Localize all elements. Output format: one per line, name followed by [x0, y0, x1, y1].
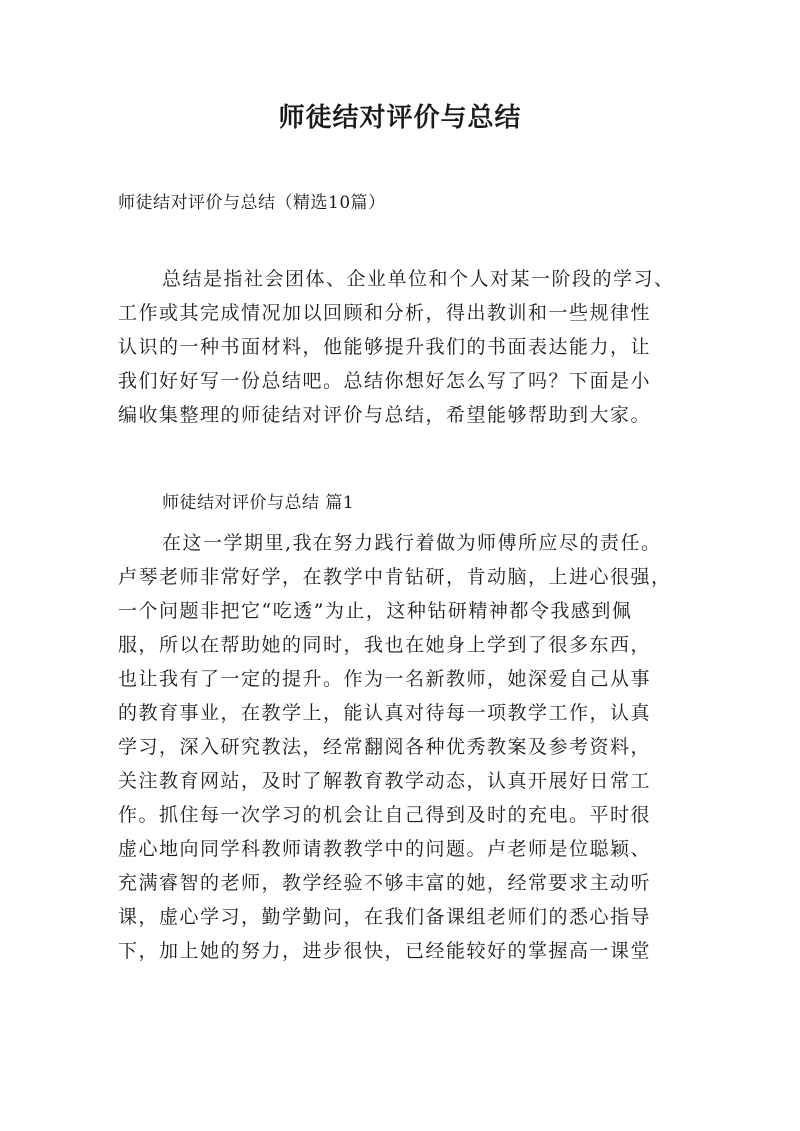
body-line: 作。抓住每一次学习的机会让自己得到及时的充电。平时很 — [118, 804, 652, 826]
intro-paragraph — [118, 262, 696, 432]
body-line: 一个问题非把它“吃透”为止，这种钻研精神都令我感到佩 — [118, 600, 633, 622]
body-line: 关注教育网站，及时了解教育教学动态，认真开展好日常工 — [118, 770, 652, 792]
intro-line: 我们好好写一份总结吧。总结你想好怎么写了吗？下面是小 — [118, 370, 652, 392]
body-line: 卢琴老师非常好学，在教学中肯钻研，肯动脑，上进心很强， — [118, 566, 672, 588]
body-line: 也让我有了一定的提升。作为一名新教师，她深爱自己从事 — [118, 668, 652, 690]
document-title: 师徒结对评价与总结 — [278, 103, 522, 133]
body-line: 在这一学期里,我在努力践行着做为师傅所应尽的责任。 — [162, 532, 662, 554]
intro-line: 总结是指社会团体、企业单位和个人对某一阶段的学习、 — [162, 268, 675, 290]
body-line: 虚心地向同学科教师请教教学中的问题。卢老师是位聪颖、 — [118, 838, 652, 860]
body-line: 服，所以在帮助她的同时，我也在她身上学到了很多东西， — [118, 634, 652, 656]
body-line: 下，加上她的努力，进步很快，已经能较好的掌握高一课堂 — [118, 940, 652, 962]
intro-line: 认识的一种书面材料，他能够提升我们的书面表达能力，让 — [118, 336, 652, 358]
intro-line: 工作或其完成情况加以回顾和分析，得出教训和一些规律性 — [118, 302, 652, 324]
section-heading: 师徒结对评价与总结 篇1 — [162, 493, 355, 513]
body-paragraph — [118, 526, 696, 968]
body-line: 的教育事业，在教学上，能认真对待每一项教学工作，认真 — [118, 702, 652, 724]
body-line: 充满睿智的老师，教学经验不够丰富的她，经常要求主动听 — [118, 872, 652, 894]
body-line: 学习，深入研究教法，经常翻阅各种优秀教案及参考资料， — [118, 736, 652, 758]
intro-line: 编收集整理的师徒结对评价与总结，希望能够帮助到大家。 — [118, 404, 652, 426]
body-line: 课，虚心学习，勤学勤问，在我们备课组老师们的悉心指导 — [118, 906, 652, 928]
document-subtitle: 师徒结对评价与总结（精选10篇） — [118, 193, 386, 213]
